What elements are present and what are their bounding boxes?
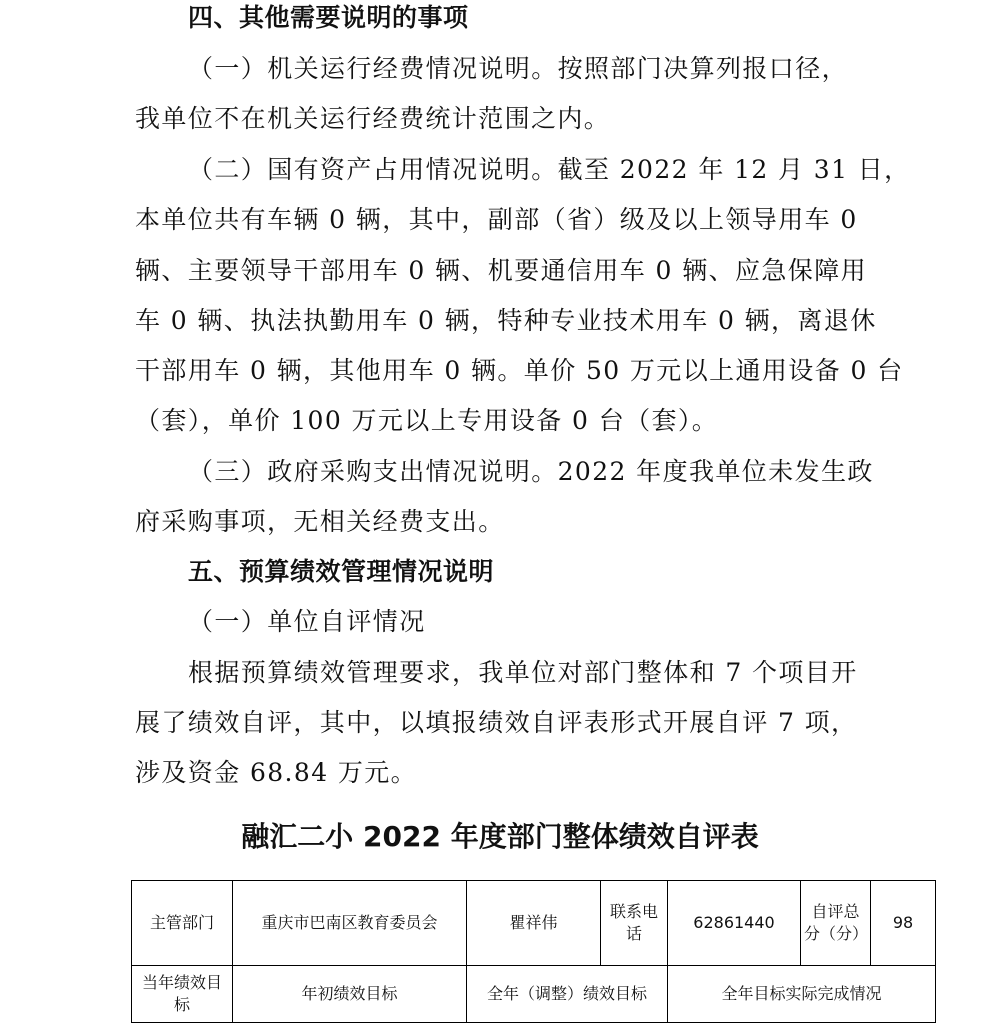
table-row <box>132 966 936 1023</box>
initial-goal-cell: 年初绩效目标 <box>233 966 467 1023</box>
dept-label-cell: 主管部门 <box>132 881 233 966</box>
paragraph-line: 展了绩效自评，其中，以填报绩效自评表形式开展自评 7 项， <box>135 708 858 737</box>
paragraph-line: 辆、主要领导干部用车 0 辆、机要通信用车 0 辆、应急保障用 <box>135 256 868 285</box>
paragraph-line: （套），单价 100 万元以上专用设备 0 台（套）。 <box>135 406 719 435</box>
table-row <box>132 881 936 966</box>
section-5-subheading: （一）单位自评情况 <box>188 607 426 636</box>
paragraph-line: 涉及资金 68.84 万元。 <box>135 758 418 787</box>
paragraph-line: 干部用车 0 辆，其他用车 0 辆。单价 50 万元以上通用设备 0 台 <box>135 356 904 385</box>
goal-label-cell: 当年绩效目标 <box>132 966 233 1023</box>
paragraph-line: （二）国有资产占用情况说明。截至 2022 年 12 月 31 日， <box>188 155 911 184</box>
phone-label-cell: 联系电话 <box>601 881 668 966</box>
paragraph-line: 本单位共有车辆 0 辆，其中，副部（省）级及以上领导用车 0 <box>135 205 858 234</box>
paragraph-line: （一）机关运行经费情况说明。按照部门决算列报口径， <box>188 54 849 83</box>
paragraph-line: 府采购事项，无相关经费支出。 <box>135 507 505 536</box>
adjusted-goal-cell: 全年（调整）绩效目标 <box>467 966 668 1023</box>
dept-value-cell: 重庆市巴南区教育委员会 <box>233 881 467 966</box>
phone-value-cell: 62861440 <box>668 881 801 966</box>
paragraph-line: 我单位不在机关运行经费统计范围之内。 <box>135 104 611 133</box>
paragraph-line: 根据预算绩效管理要求，我单位对部门整体和 7 个项目开 <box>188 658 858 687</box>
section-4-heading: 四、其他需要说明的事项 <box>188 3 469 32</box>
contact-name-cell: 瞿祥伟 <box>467 881 601 966</box>
performance-self-evaluation-table <box>131 880 936 1023</box>
paragraph-line: （三）政府采购支出情况说明。2022 年度我单位未发生政 <box>188 457 874 486</box>
section-5-heading: 五、预算绩效管理情况说明 <box>188 557 495 586</box>
table-title: 融汇二小 2022 年度部门整体绩效自评表 <box>241 820 759 853</box>
actual-completion-cell: 全年目标实际完成情况 <box>668 966 936 1023</box>
score-value-cell: 98 <box>871 881 936 966</box>
paragraph-line: 车 0 辆、执法执勤用车 0 辆，特种专业技术用车 0 辆，离退休 <box>135 306 877 335</box>
score-label-cell: 自评总分（分） <box>801 881 871 966</box>
